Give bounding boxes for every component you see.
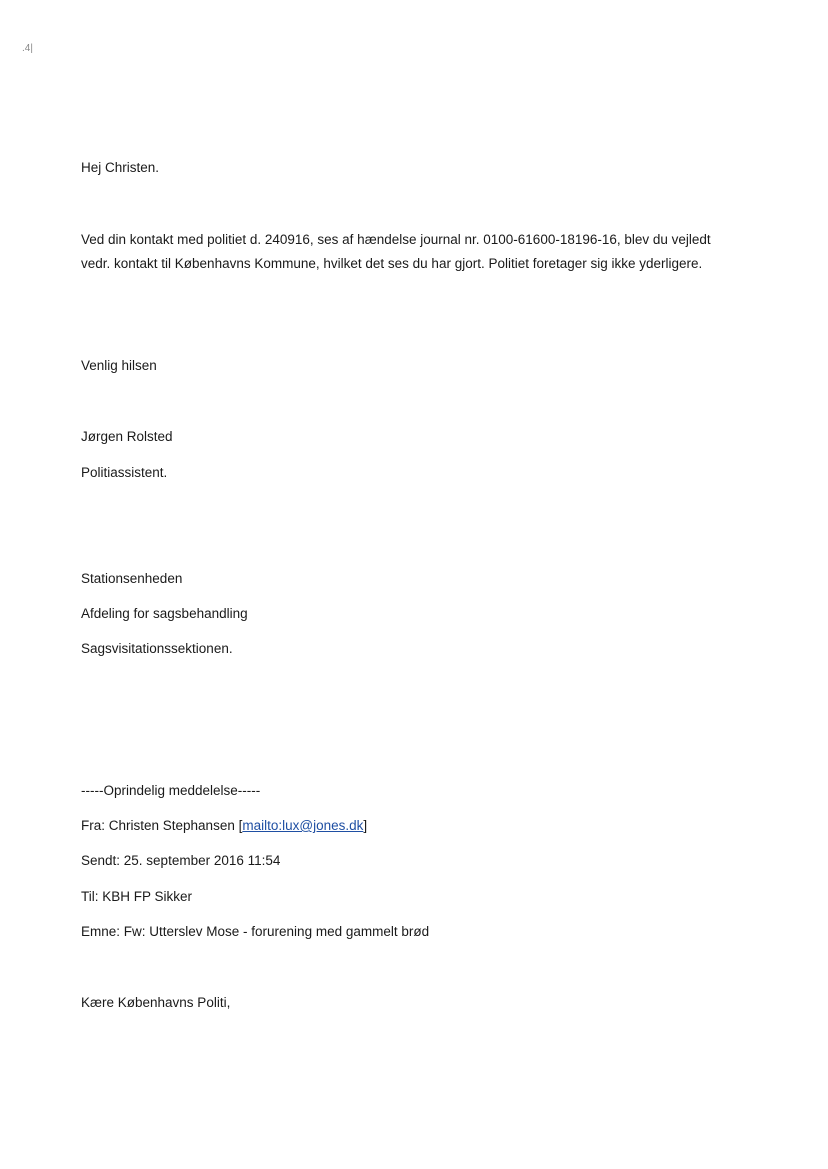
greeting: Hej Christen. (81, 160, 160, 175)
closing: Venlig hilsen (81, 358, 157, 373)
from-suffix: ] (363, 818, 368, 833)
scan-corner-mark: .4| (22, 43, 33, 54)
original-message-subject: Emne: Fw: Utterslev Mose - forurening med gammelt brød (81, 924, 430, 939)
signature-section: Sagsvisitationssektionen. (81, 641, 233, 656)
from-prefix: Fra: Christen Stephansen [ (81, 818, 243, 833)
signature-unit: Stationsenheden (81, 571, 183, 586)
from-email-link[interactable]: mailto:lux@jones.dk (242, 818, 364, 833)
original-message-separator: -----Oprindelig meddelelse----- (81, 783, 261, 798)
signature-name: Jørgen Rolsted (81, 429, 173, 444)
original-message-salutation: Kære Københavns Politi, (81, 995, 231, 1010)
body-line-1: Ved din kontakt med politiet d. 240916, ses af hændelse journal nr. 0100-61600-18196-16, blev du vejledt (81, 232, 711, 247)
signature-department: Afdeling for sagsbehandling (81, 606, 248, 621)
body-line-2: vedr. kontakt til Københavns Kommune, hvilket det ses du har gjort. Politiet foretager sig ikke yderligere. (81, 256, 703, 271)
signature-title: Politiassistent. (81, 465, 168, 480)
original-message-from (81, 817, 367, 835)
original-message-sent: Sendt: 25. september 2016 11:54 (81, 853, 281, 868)
original-message-to: Til: KBH FP Sikker (81, 889, 193, 904)
